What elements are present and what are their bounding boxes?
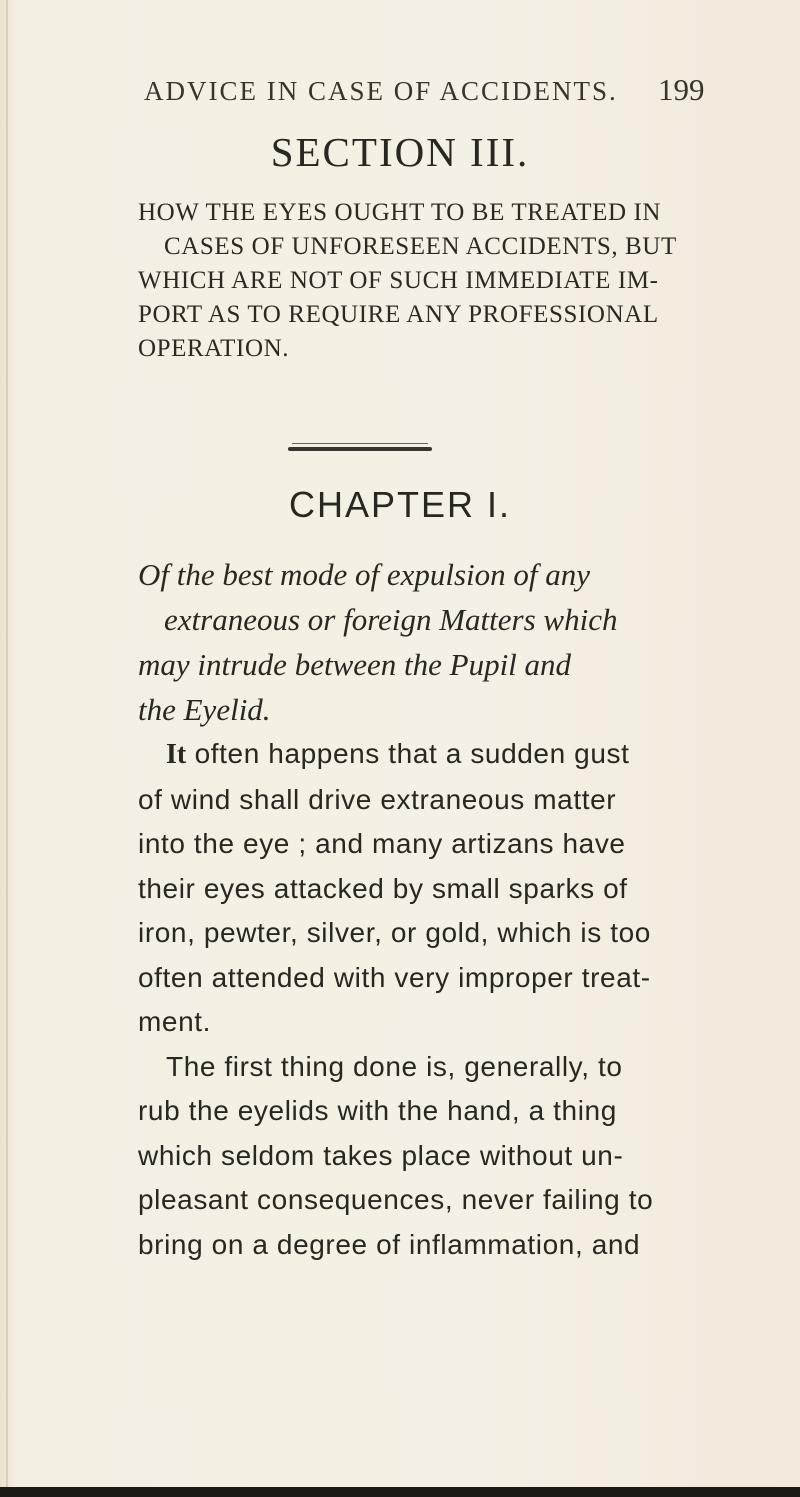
- chapter-subtitle-line: Of the best mode of expulsion of any: [138, 557, 590, 592]
- paragraph-line: their eyes attacked by small sparks of: [138, 872, 628, 904]
- paragraph-line: often attended with very improper treat-: [138, 961, 651, 993]
- section-description: [138, 196, 698, 366]
- body-text: [138, 732, 728, 1267]
- paragraph-line: rub the eyelids with the hand, a thing: [138, 1095, 617, 1126]
- section-title: SECTION III.: [270, 129, 530, 175]
- chapter-title: CHAPTER I.: [288, 484, 512, 525]
- divider-rule: [288, 447, 432, 451]
- running-head: [144, 72, 705, 107]
- dropcap: It: [166, 739, 187, 770]
- divider-rule-thin: [292, 443, 428, 444]
- paragraph-line: which seldom takes place without un-: [138, 1139, 624, 1171]
- section-description-line: OPERATION.: [138, 335, 290, 362]
- section-description-line: WHICH ARE NOT OF SUCH IMMEDIATE IM-: [138, 267, 659, 294]
- paragraph-line: bring on a degree of inflammation, and: [138, 1228, 641, 1260]
- chapter-subtitle: [138, 552, 738, 732]
- chapter-subtitle-line: extraneous or foreign Matters which: [164, 602, 618, 637]
- section-description-line: HOW THE EYES OUGHT TO BE TREATED IN: [138, 199, 662, 226]
- scan-bottom-edge: [0, 1487, 800, 1497]
- section-description-line: CASES OF UNFORESEEN ACCIDENTS, BUT: [164, 233, 677, 260]
- paragraph-line: of wind shall drive extraneous matter: [138, 783, 617, 815]
- paragraph-line: iron, pewter, silver, or gold, which is too: [138, 917, 651, 948]
- running-head-title: ADVICE IN CASE OF ACCIDENTS.: [144, 76, 618, 106]
- paragraph-line: pleasant consequences, never failing to: [138, 1184, 654, 1215]
- paragraph-line-text: often happens that a sudden gust: [186, 738, 630, 769]
- page-gutter-edge: [6, 0, 8, 1497]
- chapter-subtitle-line: may intrude between the Pupil and: [138, 647, 572, 682]
- chapter-subtitle-line: the Eyelid.: [138, 692, 271, 727]
- paragraph-line: into the eye ; and many artizans have: [138, 828, 626, 859]
- paragraph-line: The first thing done is, generally, to: [166, 1050, 623, 1082]
- paragraph-line: ment.: [138, 1006, 212, 1037]
- paragraph-first-line: [138, 732, 728, 778]
- page-number: 199: [658, 72, 705, 107]
- section-description-line: PORT AS TO REQUIRE ANY PROFESSIONAL: [138, 301, 659, 328]
